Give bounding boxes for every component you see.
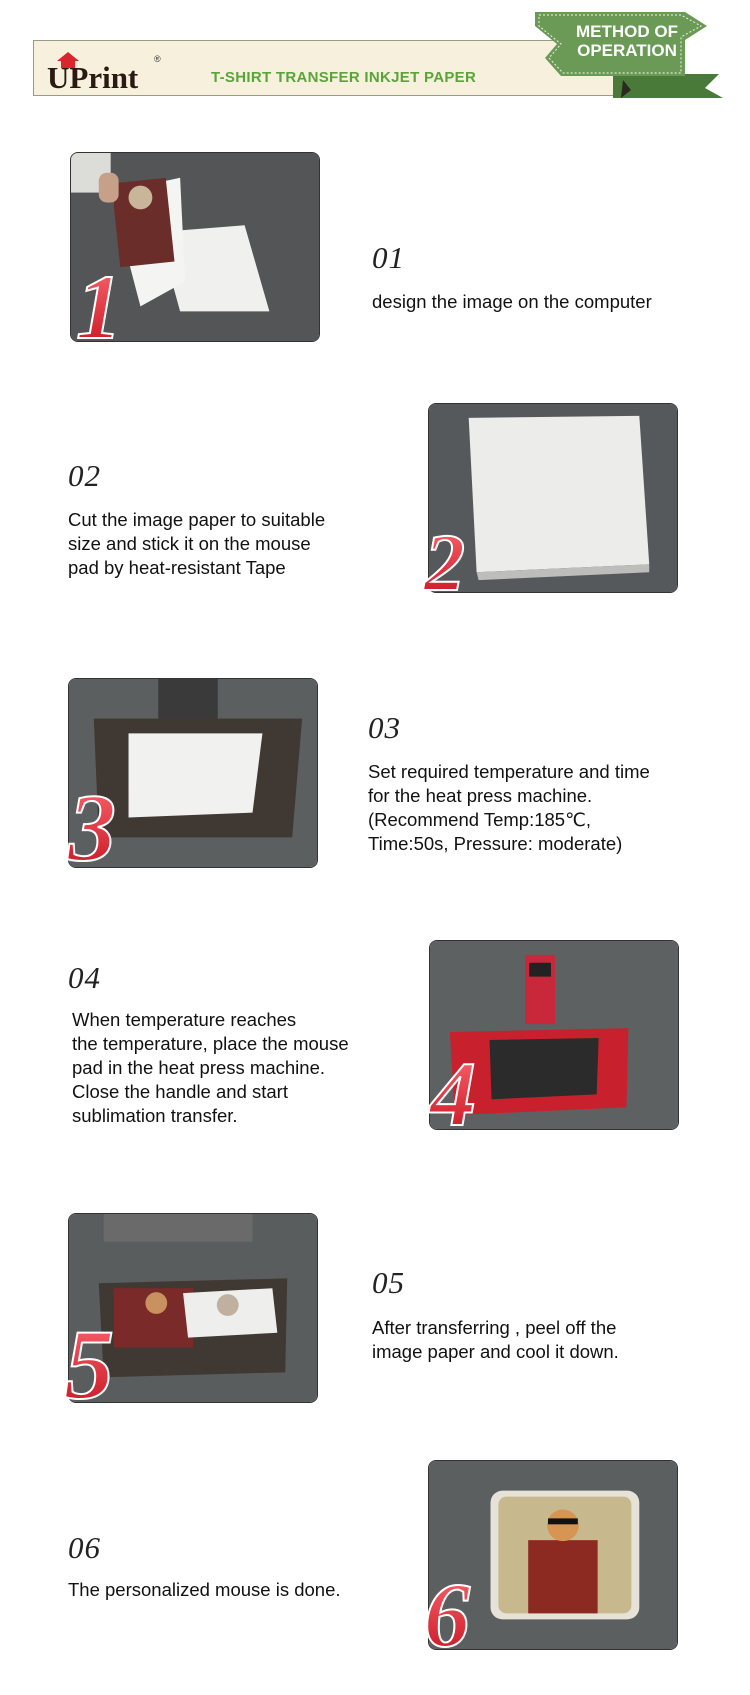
ribbon-label: [567, 22, 687, 60]
step-1-badge: 1: [76, 256, 122, 358]
step-2-photo: [428, 403, 678, 593]
ribbon-line-1: METHOD OF: [576, 22, 678, 41]
step-3-text: Set required temperature and time for the heat press machine. (Recommend Temp:185℃, Time:50s, Pressure: moderate): [368, 761, 650, 854]
step-5-number: 05: [372, 1265, 405, 1300]
step-3-photo: [68, 678, 318, 868]
step-2-number: 02: [68, 458, 101, 493]
step-6-text: The personalized mouse is done.: [68, 1579, 341, 1600]
step-6-number: 06: [68, 1530, 101, 1565]
step-2-text: Cut the image paper to suitable size and stick it on the mouse pad by heat-resistant Tape: [68, 509, 326, 578]
step-5-badge: 5: [64, 1309, 114, 1420]
logo-text: UPrint: [47, 60, 139, 95]
step-1-number: 01: [372, 240, 405, 275]
step-4-photo: [429, 940, 679, 1130]
step-4-number: 04: [68, 960, 101, 995]
step-6-badge: 6: [424, 1564, 470, 1666]
step-5-photo: [68, 1213, 318, 1403]
step-5-text: After transferring , peel off the image paper and cool it down.: [372, 1317, 619, 1362]
step-4-text: When temperature reaches the temperature, place the mouse pad in the heat press machine. Close the handle and start sublimation transfer.: [72, 1009, 349, 1126]
banner-title: T-SHIRT TRANSFER INKJET PAPER: [211, 69, 477, 86]
step-3-number: 03: [368, 710, 401, 745]
logo-registered-mark: ®: [154, 54, 161, 64]
step-1-photo: [70, 152, 320, 342]
ribbon-line-2: OPERATION: [577, 41, 677, 60]
step-6-photo: [428, 1460, 678, 1650]
step-4-badge: 4: [430, 1043, 476, 1145]
step-2-badge: 2: [424, 517, 465, 608]
step-3-badge: 3: [68, 774, 116, 881]
step-1-text: design the image on the computer: [372, 291, 652, 312]
